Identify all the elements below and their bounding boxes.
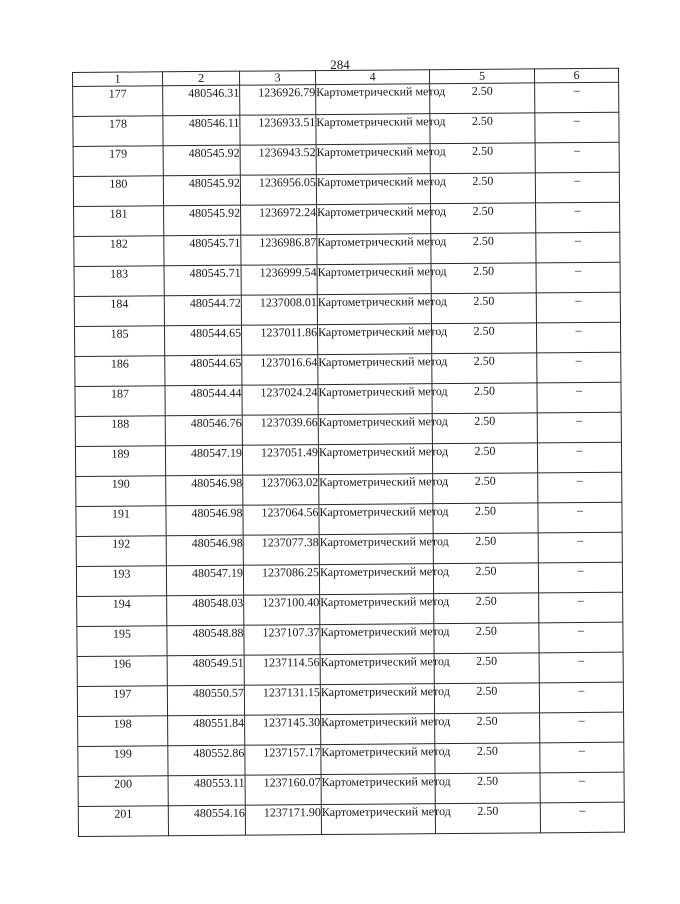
method-cell: Картометрический метод bbox=[316, 174, 430, 205]
table-row bbox=[73, 82, 619, 116]
y-coordinate-cell: 1237016.64 bbox=[242, 355, 318, 386]
table-row bbox=[77, 622, 623, 656]
method-cell: Картометрический метод bbox=[319, 534, 433, 565]
note-cell: – bbox=[537, 382, 621, 413]
column-header-4: 4 bbox=[315, 70, 429, 85]
method-cell: Картометрический метод bbox=[318, 414, 432, 445]
y-coordinate-cell: 1237039.66 bbox=[242, 415, 318, 446]
method-cell: Картометрический метод bbox=[318, 384, 432, 415]
point-number-cell: 178 bbox=[73, 116, 163, 147]
point-number-cell: 196 bbox=[77, 656, 167, 687]
accuracy-cell: 2.50 bbox=[430, 83, 535, 114]
method-cell: Картометрический метод bbox=[320, 594, 434, 625]
accuracy-cell: 2.50 bbox=[431, 323, 536, 354]
y-coordinate-cell: 1237063.02 bbox=[243, 475, 319, 506]
method-cell: Картометрический метод bbox=[316, 114, 430, 145]
point-number-cell: 195 bbox=[77, 626, 167, 657]
accuracy-cell: 2.50 bbox=[430, 143, 535, 174]
accuracy-cell: 2.50 bbox=[433, 503, 538, 534]
x-coordinate-cell: 480546.98 bbox=[166, 475, 243, 506]
method-cell: Картометрический метод bbox=[316, 144, 430, 175]
accuracy-cell: 2.50 bbox=[434, 623, 539, 654]
accuracy-cell: 2.50 bbox=[430, 173, 535, 204]
note-cell: – bbox=[537, 412, 621, 443]
method-cell: Картометрический метод bbox=[317, 204, 431, 235]
point-number-cell: 184 bbox=[74, 296, 164, 327]
table-row bbox=[74, 292, 620, 326]
point-number-cell: 199 bbox=[78, 746, 168, 777]
point-number-cell: 187 bbox=[75, 386, 165, 417]
method-cell: Картометрический метод bbox=[318, 444, 432, 475]
column-header-1: 1 bbox=[73, 72, 163, 87]
coordinates-table bbox=[72, 68, 625, 837]
point-number-cell: 198 bbox=[78, 716, 168, 747]
method-cell: Картометрический метод bbox=[317, 234, 431, 265]
accuracy-cell: 2.50 bbox=[435, 773, 540, 804]
point-number-cell: 190 bbox=[76, 476, 166, 507]
y-coordinate-cell: 1237086.25 bbox=[243, 565, 319, 596]
note-cell: – bbox=[536, 202, 620, 233]
accuracy-cell: 2.50 bbox=[431, 233, 536, 264]
point-number-cell: 179 bbox=[73, 146, 163, 177]
point-number-cell: 194 bbox=[77, 596, 167, 627]
method-cell: Картометрический метод bbox=[317, 264, 431, 295]
note-cell: – bbox=[539, 622, 623, 653]
note-cell: – bbox=[538, 472, 622, 503]
accuracy-cell: 2.50 bbox=[433, 473, 538, 504]
y-coordinate-cell: 1236999.54 bbox=[241, 265, 317, 296]
point-number-cell: 180 bbox=[73, 176, 163, 207]
accuracy-cell: 2.50 bbox=[431, 293, 536, 324]
y-coordinate-cell: 1237160.07 bbox=[245, 775, 321, 806]
method-cell: Картометрический метод bbox=[321, 714, 435, 745]
column-header-5: 5 bbox=[429, 69, 534, 84]
note-cell: – bbox=[539, 592, 623, 623]
method-cell: Картометрический метод bbox=[317, 324, 431, 355]
point-number-cell: 200 bbox=[78, 776, 168, 807]
method-cell: Картометрический метод bbox=[320, 684, 434, 715]
y-coordinate-cell: 1237100.40 bbox=[244, 595, 320, 626]
note-cell: – bbox=[540, 772, 624, 803]
x-coordinate-cell: 480544.65 bbox=[164, 325, 241, 356]
x-coordinate-cell: 480545.71 bbox=[164, 235, 241, 266]
method-cell: Картометрический метод bbox=[318, 354, 432, 385]
note-cell: – bbox=[536, 232, 620, 263]
method-cell: Картометрический метод bbox=[320, 654, 434, 685]
x-coordinate-cell: 480546.98 bbox=[166, 505, 243, 536]
accuracy-cell: 2.50 bbox=[432, 443, 537, 474]
x-coordinate-cell: 480545.92 bbox=[163, 175, 240, 206]
note-cell: – bbox=[538, 532, 622, 563]
table-row bbox=[73, 172, 619, 206]
method-cell: Картометрический метод bbox=[319, 474, 433, 505]
table-row bbox=[76, 562, 622, 596]
accuracy-cell: 2.50 bbox=[434, 593, 539, 624]
y-coordinate-cell: 1236956.05 bbox=[240, 175, 316, 206]
accuracy-cell: 2.50 bbox=[434, 653, 539, 684]
x-coordinate-cell: 480553.11 bbox=[168, 775, 245, 806]
note-cell: – bbox=[535, 82, 619, 113]
accuracy-cell: 2.50 bbox=[433, 563, 538, 594]
y-coordinate-cell: 1236926.79 bbox=[240, 85, 316, 116]
point-number-cell: 186 bbox=[75, 356, 165, 387]
accuracy-cell: 2.50 bbox=[432, 383, 537, 414]
accuracy-cell: 2.50 bbox=[434, 683, 539, 714]
table-row bbox=[74, 262, 620, 296]
note-cell: – bbox=[538, 502, 622, 533]
note-cell: – bbox=[535, 112, 619, 143]
column-header-2: 2 bbox=[163, 71, 240, 86]
note-cell: – bbox=[537, 442, 621, 473]
point-number-cell: 181 bbox=[74, 206, 164, 237]
point-number-cell: 191 bbox=[76, 506, 166, 537]
note-cell: – bbox=[538, 562, 622, 593]
accuracy-cell: 2.50 bbox=[435, 743, 540, 774]
x-coordinate-cell: 480544.72 bbox=[164, 295, 241, 326]
x-coordinate-cell: 480545.92 bbox=[163, 145, 240, 176]
column-header-3: 3 bbox=[239, 71, 315, 86]
accuracy-cell: 2.50 bbox=[430, 113, 535, 144]
accuracy-cell: 2.50 bbox=[433, 533, 538, 564]
note-cell: – bbox=[536, 262, 620, 293]
point-number-cell: 197 bbox=[77, 686, 167, 717]
point-number-cell: 182 bbox=[74, 236, 164, 267]
method-cell: Картометрический метод bbox=[321, 804, 435, 835]
table-row bbox=[76, 472, 622, 506]
x-coordinate-cell: 480544.65 bbox=[165, 355, 242, 386]
accuracy-cell: 2.50 bbox=[432, 353, 537, 384]
x-coordinate-cell: 480548.88 bbox=[167, 625, 244, 656]
accuracy-cell: 2.50 bbox=[432, 413, 537, 444]
accuracy-cell: 2.50 bbox=[431, 203, 536, 234]
column-header-6: 6 bbox=[534, 68, 618, 83]
point-number-cell: 189 bbox=[75, 446, 165, 477]
y-coordinate-cell: 1237171.90 bbox=[245, 805, 321, 836]
point-number-cell: 193 bbox=[76, 566, 166, 597]
x-coordinate-cell: 480547.19 bbox=[166, 565, 243, 596]
point-number-cell: 201 bbox=[78, 806, 168, 837]
table-row bbox=[74, 232, 620, 266]
point-number-cell: 188 bbox=[75, 416, 165, 447]
accuracy-cell: 2.50 bbox=[435, 713, 540, 744]
table-row bbox=[77, 652, 623, 686]
method-cell: Картометрический метод bbox=[317, 294, 431, 325]
point-number-cell: 183 bbox=[74, 266, 164, 297]
x-coordinate-cell: 480554.16 bbox=[168, 805, 245, 836]
method-cell: Картометрический метод bbox=[321, 744, 435, 775]
point-number-cell: 192 bbox=[76, 536, 166, 567]
table-row bbox=[75, 412, 621, 446]
accuracy-cell: 2.50 bbox=[435, 803, 540, 834]
x-coordinate-cell: 480547.19 bbox=[165, 445, 242, 476]
table-row bbox=[77, 592, 623, 626]
table-row bbox=[73, 142, 619, 176]
x-coordinate-cell: 480545.71 bbox=[164, 265, 241, 296]
x-coordinate-cell: 480551.84 bbox=[168, 715, 245, 746]
note-cell: – bbox=[539, 682, 623, 713]
table-row bbox=[75, 442, 621, 476]
x-coordinate-cell: 480552.86 bbox=[168, 745, 245, 776]
note-cell: – bbox=[540, 712, 624, 743]
note-cell: – bbox=[536, 322, 620, 353]
method-cell: Картометрический метод bbox=[319, 504, 433, 535]
table-row bbox=[78, 802, 624, 836]
table-row bbox=[74, 322, 620, 356]
y-coordinate-cell: 1237008.01 bbox=[241, 295, 317, 326]
y-coordinate-cell: 1236986.87 bbox=[241, 235, 317, 266]
table-row bbox=[78, 772, 624, 806]
y-coordinate-cell: 1236972.24 bbox=[241, 205, 317, 236]
table-row bbox=[73, 112, 619, 146]
y-coordinate-cell: 1236933.51 bbox=[240, 115, 316, 146]
note-cell: – bbox=[540, 802, 624, 833]
method-cell: Картометрический метод bbox=[319, 564, 433, 595]
note-cell: – bbox=[540, 742, 624, 773]
method-cell: Картометрический метод bbox=[316, 84, 430, 115]
point-number-cell: 185 bbox=[74, 326, 164, 357]
x-coordinate-cell: 480544.44 bbox=[165, 385, 242, 416]
y-coordinate-cell: 1237145.30 bbox=[245, 715, 321, 746]
table-row bbox=[76, 532, 622, 566]
table-row bbox=[75, 352, 621, 386]
x-coordinate-cell: 480546.11 bbox=[163, 115, 240, 146]
note-cell: – bbox=[535, 142, 619, 173]
y-coordinate-cell: 1237157.17 bbox=[245, 745, 321, 776]
note-cell: – bbox=[539, 652, 623, 683]
table-row bbox=[78, 742, 624, 776]
note-cell: – bbox=[537, 352, 621, 383]
x-coordinate-cell: 480550.57 bbox=[167, 685, 244, 716]
accuracy-cell: 2.50 bbox=[431, 263, 536, 294]
table-row bbox=[75, 382, 621, 416]
page-number: 284 bbox=[330, 57, 350, 72]
note-cell: – bbox=[536, 292, 620, 323]
y-coordinate-cell: 1237131.15 bbox=[244, 685, 320, 716]
note-cell: – bbox=[535, 172, 619, 203]
x-coordinate-cell: 480546.76 bbox=[165, 415, 242, 446]
table-body bbox=[73, 82, 625, 836]
method-cell: Картометрический метод bbox=[320, 624, 434, 655]
y-coordinate-cell: 1237051.49 bbox=[242, 445, 318, 476]
point-number-cell: 177 bbox=[73, 86, 163, 117]
x-coordinate-cell: 480549.51 bbox=[167, 655, 244, 686]
x-coordinate-cell: 480546.98 bbox=[166, 535, 243, 566]
y-coordinate-cell: 1237114.56 bbox=[244, 655, 320, 686]
table-row bbox=[77, 682, 623, 716]
x-coordinate-cell: 480548.03 bbox=[167, 595, 244, 626]
y-coordinate-cell: 1236943.52 bbox=[240, 145, 316, 176]
y-coordinate-cell: 1237064.56 bbox=[243, 505, 319, 536]
y-coordinate-cell: 1237107.37 bbox=[244, 625, 320, 656]
x-coordinate-cell: 480546.31 bbox=[163, 85, 240, 116]
y-coordinate-cell: 1237077.38 bbox=[243, 535, 319, 566]
x-coordinate-cell: 480545.92 bbox=[164, 205, 241, 236]
y-coordinate-cell: 1237024.24 bbox=[242, 385, 318, 416]
table-row bbox=[76, 502, 622, 536]
method-cell: Картометрический метод bbox=[321, 774, 435, 805]
y-coordinate-cell: 1237011.86 bbox=[241, 325, 317, 356]
table-row bbox=[74, 202, 620, 236]
table-row bbox=[78, 712, 624, 746]
